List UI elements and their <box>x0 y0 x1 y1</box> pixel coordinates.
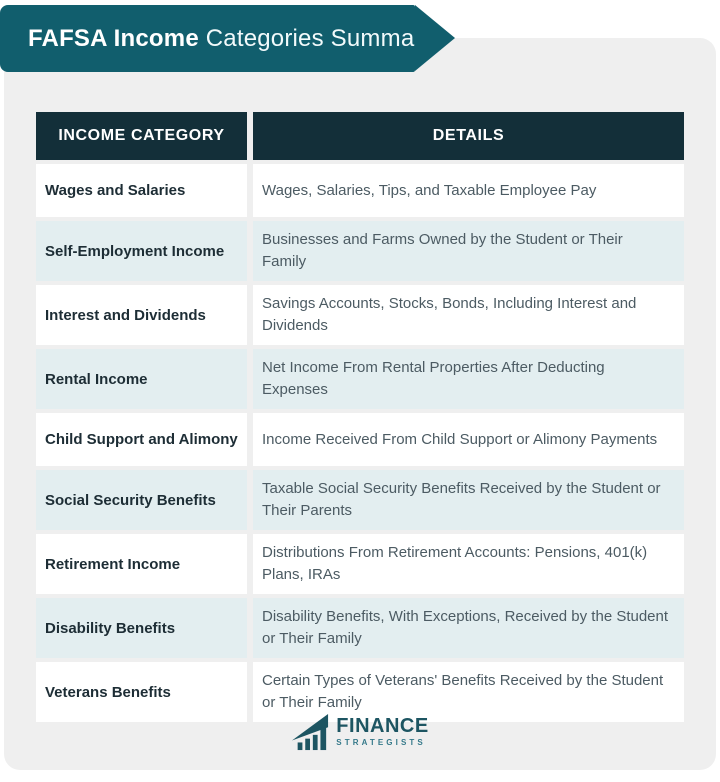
income-table <box>36 112 684 722</box>
details-cell: Certain Types of Veterans' Benefits Received by the Student or Their Family <box>253 662 684 722</box>
category-cell: Child Support and Alimony <box>36 413 247 466</box>
details-cell: Wages, Salaries, Tips, and Taxable Employee Pay <box>253 164 684 217</box>
category-cell: Rental Income <box>36 349 247 409</box>
details-cell: Businesses and Farms Owned by the Student or Their Family <box>253 221 684 281</box>
details-cell: Income Received From Child Support or Alimony Payments <box>253 413 684 466</box>
category-cell: Wages and Salaries <box>36 164 247 217</box>
details-cell: Savings Accounts, Stocks, Bonds, Including Interest and Dividends <box>253 285 684 345</box>
details-cell: Distributions From Retirement Accounts: Pensions, 401(k) Plans, IRAs <box>253 534 684 594</box>
page-title <box>28 25 435 53</box>
page-title-bold: FAFSA Income <box>28 24 199 52</box>
column-header-income-category: INCOME CATEGORY <box>36 112 247 160</box>
logo-strategists-text: STRATEGISTS <box>336 737 426 747</box>
title-banner <box>0 5 435 72</box>
category-cell: Self-Employment Income <box>36 221 247 281</box>
category-cell: Interest and Dividends <box>36 285 247 345</box>
category-cell: Disability Benefits <box>36 598 247 658</box>
category-cell: Retirement Income <box>36 534 247 594</box>
logo-wordmark <box>336 714 429 748</box>
logo-finance-text: FINANCE <box>336 714 429 737</box>
details-cell: Disability Benefits, With Exceptions, Received by the Student or Their Family <box>253 598 684 658</box>
details-cell: Taxable Social Security Benefits Received by the Student or Their Parents <box>253 470 684 530</box>
category-cell: Social Security Benefits <box>36 470 247 530</box>
category-cell: Veterans Benefits <box>36 662 247 722</box>
page-title-rest: Categories Summary <box>198 24 435 52</box>
growth-ramp-bar-chart-icon <box>291 713 329 751</box>
finance-strategists-logo <box>0 713 720 751</box>
details-cell: Net Income From Rental Properties After Deducting Expenses <box>253 349 684 409</box>
column-header-details: DETAILS <box>253 112 684 160</box>
